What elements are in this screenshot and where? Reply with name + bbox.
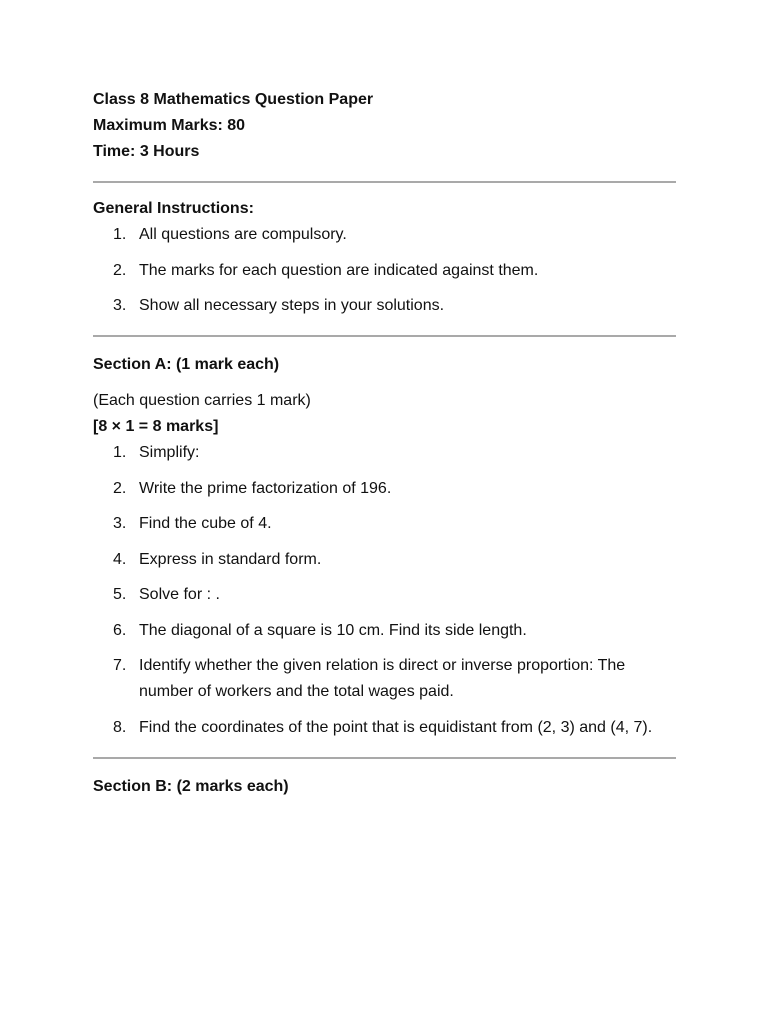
list-text: All questions are compulsory.	[139, 226, 347, 243]
section-a-note: (Each question carries 1 mark)	[93, 392, 311, 409]
list-number: 3.	[113, 297, 127, 314]
question-number: 2.	[113, 479, 127, 497]
divider	[93, 181, 676, 183]
section-a-questions	[93, 440, 676, 741]
question-item	[93, 476, 676, 502]
question-item	[93, 715, 676, 741]
list-number: 2.	[113, 261, 127, 279]
question-text: Find the cube of 4.	[139, 515, 272, 532]
divider	[93, 757, 676, 759]
question-text: Find the coordinates of the point that is equidistant from (2, 3) and (4, 7).	[139, 718, 653, 736]
maximum-marks: Maximum Marks: 80	[93, 117, 246, 134]
list-text: Show all necessary steps in your solutions.	[139, 297, 445, 314]
question-item	[93, 582, 676, 608]
list-item	[93, 258, 676, 284]
time-allowed: Time: 3 Hours	[93, 143, 200, 160]
instructions-list	[93, 222, 676, 319]
question-number: 7.	[113, 657, 127, 674]
section-a-heading: Section A: (1 mark each)	[93, 356, 280, 373]
divider	[93, 335, 676, 337]
list-text: The marks for each question are indicated against them.	[139, 261, 539, 279]
paper-title: Class 8 Mathematics Question Paper	[93, 91, 374, 108]
question-text: Solve for : .	[139, 586, 220, 603]
question-item	[93, 653, 676, 705]
list-item	[93, 293, 676, 319]
question-text: Identify whether the given relation is direct or inverse proportion: The number of workers and the total wages paid.	[139, 657, 626, 700]
question-item	[93, 511, 676, 537]
question-text: The diagonal of a square is 10 cm. Find its side length.	[139, 621, 527, 639]
question-number: 5.	[113, 586, 127, 603]
question-number: 6.	[113, 621, 127, 639]
question-text: Express in standard form.	[139, 550, 322, 568]
question-text: Write the prime factorization of 196.	[139, 479, 392, 497]
question-number: 8.	[113, 718, 127, 736]
section-a-marks: [8 × 1 = 8 marks]	[93, 418, 219, 435]
list-item	[93, 222, 676, 248]
section-b-heading: Section B: (2 marks each)	[93, 777, 289, 795]
question-item	[93, 440, 676, 466]
question-number: 3.	[113, 515, 127, 532]
question-number: 1.	[113, 444, 127, 461]
paper-header	[93, 87, 676, 165]
general-instructions-heading: General Instructions:	[93, 200, 254, 217]
question-item	[93, 547, 676, 573]
question-number: 4.	[113, 550, 127, 568]
section-b	[93, 774, 676, 800]
question-item	[93, 618, 676, 644]
question-text: Simplify:	[139, 444, 200, 461]
section-a	[93, 352, 676, 741]
general-instructions	[93, 196, 676, 319]
list-number: 1.	[113, 226, 127, 243]
